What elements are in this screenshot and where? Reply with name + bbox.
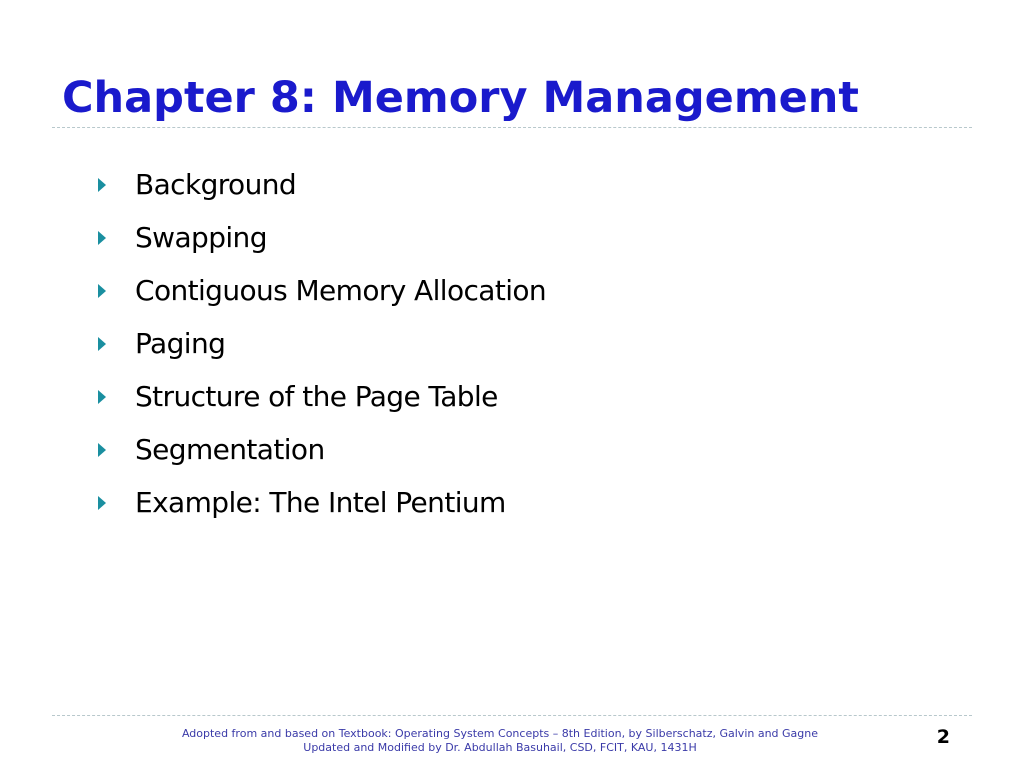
bullet-text: Contiguous Memory Allocation (135, 274, 547, 307)
bullet-item (98, 264, 546, 317)
bullet-list (98, 158, 546, 529)
bullet-text: Segmentation (135, 433, 325, 466)
bullet-text: Swapping (135, 221, 267, 254)
triangle-right-icon (98, 178, 106, 192)
footer-line-1: Adopted from and based on Textbook: Operating System Concepts – 8th Edition, by Silberschatz, Galvin and Gagne (181, 727, 819, 740)
bullet-item (98, 158, 546, 211)
footer-line-2: Updated and Modified by Dr. Abdullah Basuhail, CSD, FCIT, KAU, 1431H (303, 741, 697, 754)
bullet-item (98, 317, 546, 370)
page-number: 2 (936, 726, 950, 748)
triangle-right-icon (98, 284, 106, 298)
title-divider (52, 127, 972, 128)
footer-credits (100, 727, 900, 755)
bullet-text: Structure of the Page Table (135, 380, 498, 413)
bullet-text: Background (135, 168, 297, 201)
bullet-item (98, 423, 546, 476)
triangle-right-icon (98, 443, 106, 457)
bullet-item (98, 211, 546, 264)
footer-divider (52, 715, 972, 716)
bullet-text: Paging (135, 327, 226, 360)
bullet-text: Example: The Intel Pentium (135, 486, 506, 519)
bullet-item (98, 476, 546, 529)
triangle-right-icon (98, 231, 106, 245)
triangle-right-icon (98, 390, 106, 404)
slide-title: Chapter 8: Memory Management (62, 73, 859, 123)
bullet-item (98, 370, 546, 423)
triangle-right-icon (98, 337, 106, 351)
triangle-right-icon (98, 496, 106, 510)
